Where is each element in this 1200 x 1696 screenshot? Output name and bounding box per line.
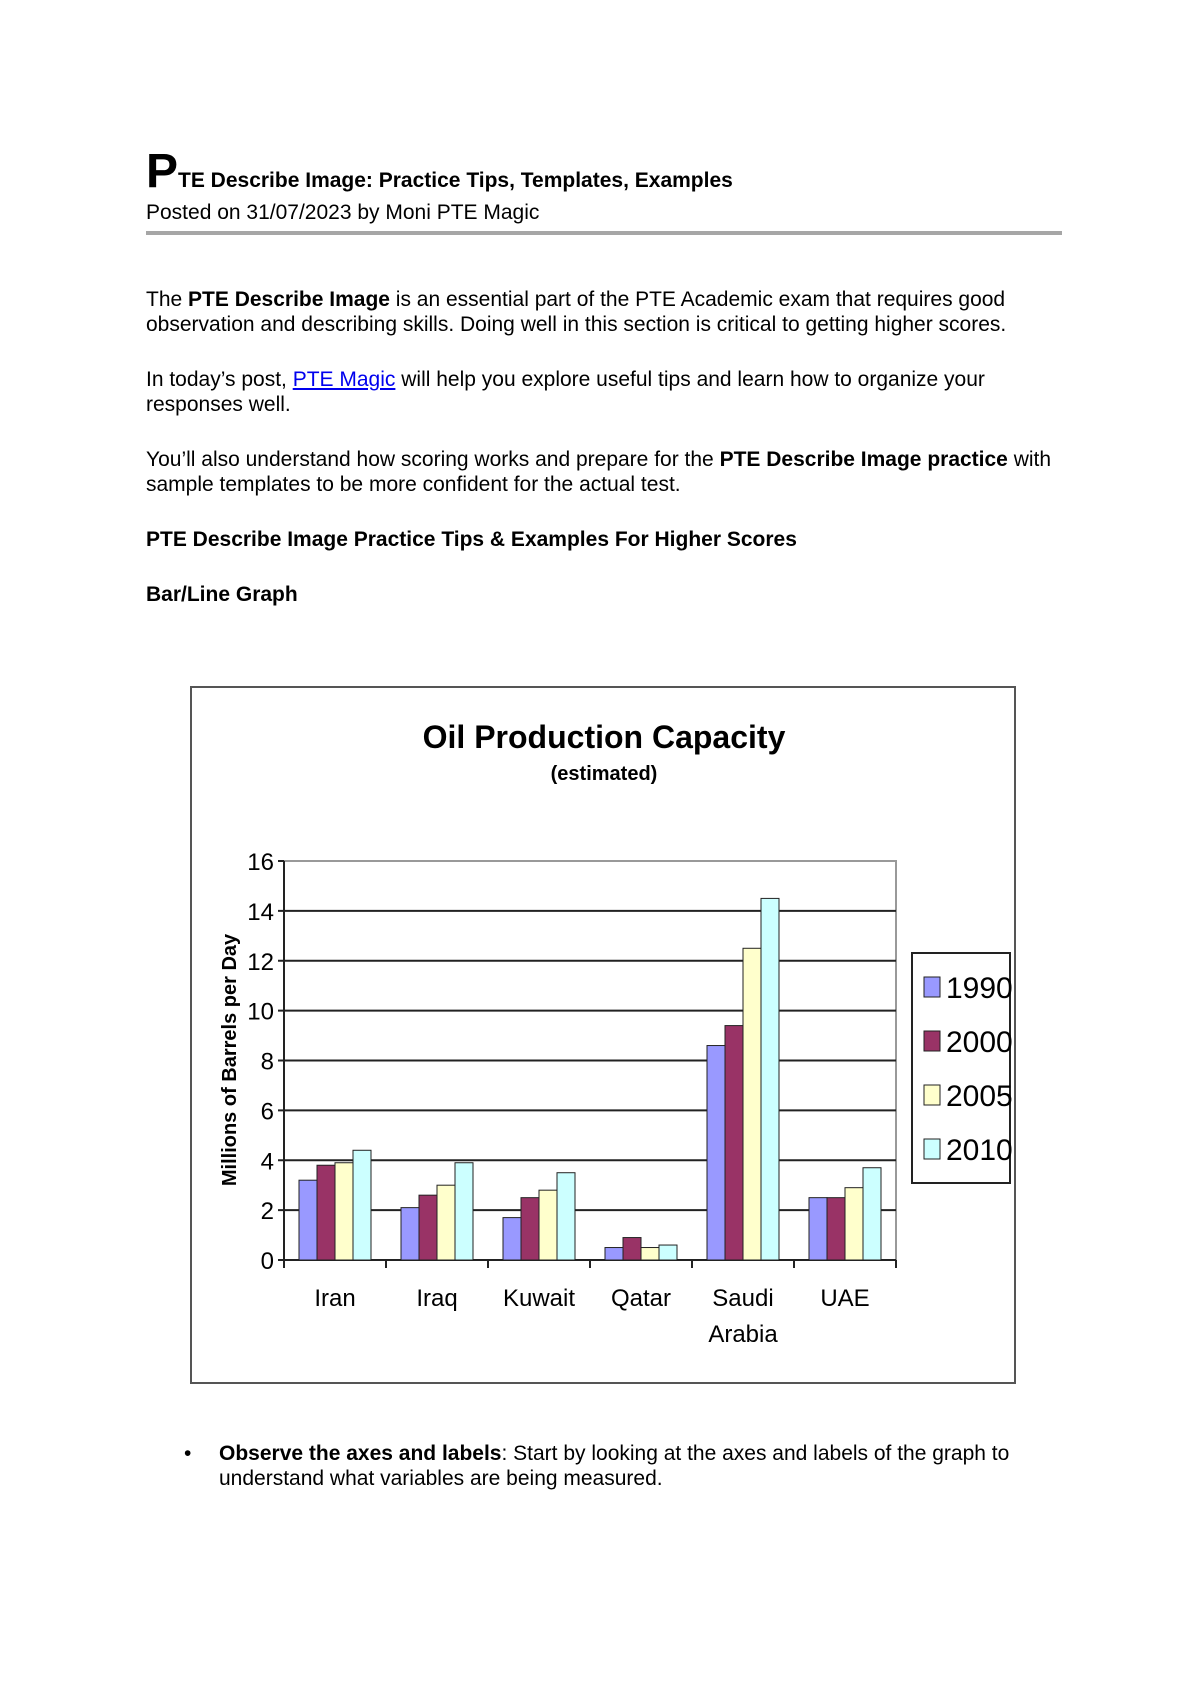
bar-2010-iran [353, 1150, 371, 1260]
legend-label-2010: 2010 [946, 1134, 1013, 1167]
legend-label-2000: 2000 [946, 1026, 1013, 1059]
y-tick-label: 4 [260, 1148, 274, 1176]
bar-2005-uae [845, 1188, 863, 1260]
chart-svg [192, 688, 1018, 1386]
legend-label-2005: 2005 [946, 1080, 1013, 1113]
bar-2005-iran [335, 1163, 353, 1260]
p3-before: You’ll also understand how scoring works and prepare for the [146, 448, 720, 472]
article [146, 145, 1062, 607]
list-item [146, 1441, 1062, 1491]
legend-swatch-2000 [924, 1031, 940, 1051]
bar-1990-qatar [605, 1248, 623, 1260]
tips-list [146, 1441, 1062, 1491]
chart-subtitle: (estimated) [550, 763, 658, 785]
x-tick-label: Iraq [416, 1285, 458, 1312]
y-tick-label: 0 [260, 1248, 274, 1275]
p3-after: with sample templates to be more confident for the actual test. [146, 448, 1052, 497]
bar-1990-kuwait [503, 1218, 521, 1260]
legend-swatch-2010 [924, 1139, 940, 1159]
bar-2000-uae [827, 1198, 845, 1260]
x-tick-label: Iran [314, 1285, 356, 1312]
p3-bold: PTE Describe Image practice [719, 448, 1008, 472]
y-tick-label: 10 [247, 998, 274, 1026]
p1-after: is an essential part of the PTE Academic exam that requires good observation and describing skills. Doing well in this section is critical to getting higher scores. [146, 288, 1007, 337]
bar-2000-qatar [623, 1238, 641, 1260]
bar-1990-iran [299, 1180, 317, 1260]
title-text: TE Describe Image: Practice Tips, Templates, Examples [178, 169, 733, 193]
bar-1990-iraq [401, 1208, 419, 1260]
bullet-text: : Start by looking at the axes and labels of the graph to understand what variables are being measured. [219, 1442, 1010, 1490]
bar-2010-qatar [659, 1245, 677, 1260]
legend-swatch-2005 [924, 1085, 940, 1105]
bullet-bold: Observe the axes and labels [219, 1442, 502, 1465]
p1-before: The [146, 288, 189, 312]
bullet-dot: • [184, 1442, 192, 1465]
bar-2010-iraq [455, 1163, 473, 1260]
section-heading: PTE Describe Image Practice Tips & Examples For Higher Scores [146, 528, 797, 552]
third-paragraph [146, 447, 1062, 497]
bar-1990-uae [809, 1198, 827, 1260]
legend-label-1990: 1990 [946, 972, 1013, 1005]
x-tick-label: UAE [820, 1285, 870, 1312]
byline: Posted on 31/07/2023 by Moni PTE Magic [146, 201, 1062, 235]
article-title [146, 145, 1062, 198]
intro-paragraph [146, 287, 1062, 337]
p2-before: In today’s post, [146, 368, 293, 392]
bar-2005-kuwait [539, 1190, 557, 1260]
y-axis-label: Millions of Barrels per Day [219, 933, 241, 1187]
bar-1990-saudi-arabia [707, 1046, 725, 1260]
bar-2010-saudi-arabia [761, 898, 779, 1260]
p1-bold: PTE Describe Image [188, 288, 390, 312]
bar-2005-iraq [437, 1185, 455, 1260]
bar-2005-qatar [641, 1248, 659, 1260]
bar-2000-saudi-arabia [725, 1026, 743, 1260]
x-tick-label: Qatar [610, 1285, 672, 1312]
chart-title: Oil Production Capacity [422, 719, 786, 755]
p2-after: will help you explore useful tips and learn how to organize your responses well. [146, 368, 985, 417]
y-tick-label: 12 [247, 948, 274, 976]
bar-2010-kuwait [557, 1173, 575, 1260]
x-tick-label: Saudi [712, 1285, 774, 1312]
bar-2000-iran [317, 1165, 335, 1260]
y-tick-label: 6 [260, 1098, 274, 1126]
x-tick-label: Arabia [708, 1321, 778, 1348]
bar-2000-kuwait [521, 1198, 539, 1260]
bar-2010-uae [863, 1168, 881, 1260]
bar-2000-iraq [419, 1195, 437, 1260]
bar-chart [190, 686, 1016, 1384]
y-tick-label: 2 [260, 1198, 274, 1226]
second-paragraph [146, 367, 1062, 417]
pte-magic-link[interactable]: PTE Magic [292, 368, 396, 392]
legend-swatch-1990 [924, 977, 940, 997]
bar-2005-saudi-arabia [743, 948, 761, 1260]
subsection-heading: Bar/Line Graph [146, 583, 298, 607]
y-tick-label: 8 [260, 1048, 274, 1076]
y-tick-label: 14 [247, 898, 274, 926]
y-tick-label: 16 [247, 849, 274, 876]
x-tick-label: Kuwait [502, 1285, 576, 1312]
title-initial: P [146, 145, 178, 198]
